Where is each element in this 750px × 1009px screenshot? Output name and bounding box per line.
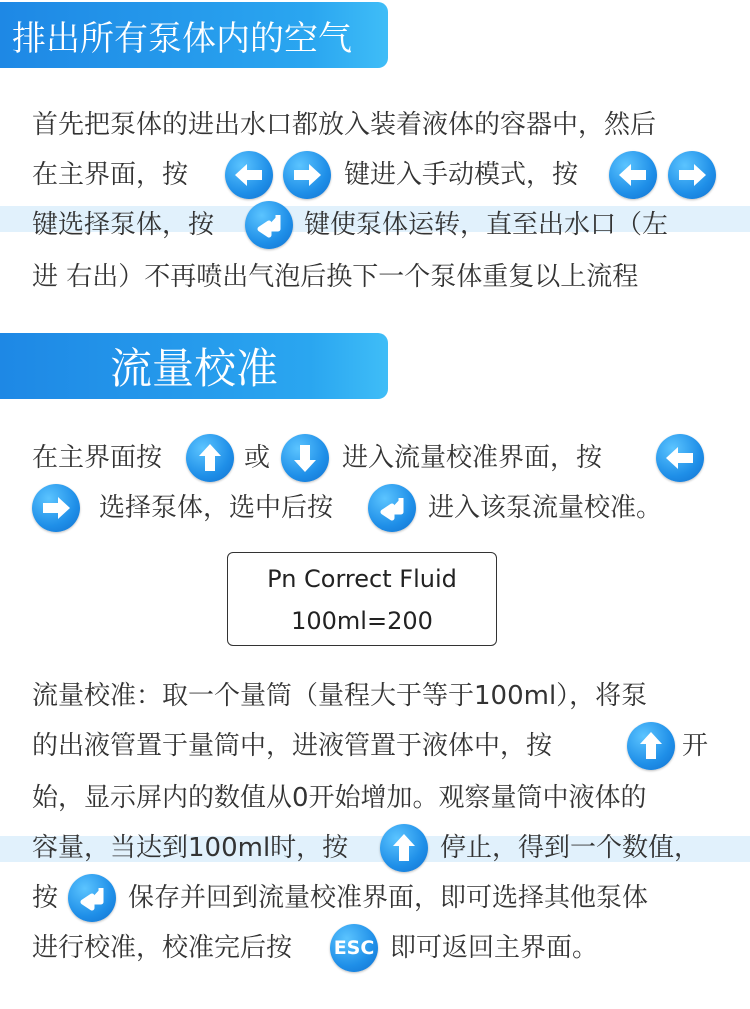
text-line: 进行校准，校准完后按 xyxy=(32,933,293,963)
enter-icon xyxy=(245,201,293,249)
text-line: 首先把泵体的进出水口都放入装着液体的容器中，然后 xyxy=(32,110,657,140)
left-arrow-icon xyxy=(225,151,273,199)
display-screen-box xyxy=(227,552,497,646)
text-line: 选择泵体，选中后按 xyxy=(99,493,334,523)
text-line: 进入流量校准界面，按 xyxy=(342,443,603,473)
display-line: Pn Correct Fluid xyxy=(267,565,457,593)
text-line: 或 xyxy=(244,443,271,473)
text-line: 的出液管置于量筒中，进液管置于液体中，按 xyxy=(32,731,553,761)
up-arrow-icon xyxy=(186,434,234,482)
enter-icon xyxy=(68,874,116,922)
down-arrow-icon xyxy=(281,434,329,482)
section-title: 流量校准 xyxy=(109,344,278,393)
text-line: 按 xyxy=(32,883,59,913)
enter-icon xyxy=(368,484,416,532)
text-line: 键选择泵体，按 xyxy=(32,210,215,240)
section-title: 排出所有泵体内的空气 xyxy=(12,18,352,59)
esc-key-icon xyxy=(330,924,378,972)
text-line: 开 xyxy=(682,731,709,761)
text-line: 保存并回到流量校准界面，即可选择其他泵体 xyxy=(128,883,649,913)
right-arrow-icon xyxy=(668,151,716,199)
text-line: 进 右出）不再喷出气泡后换下一个泵体重复以上流程 xyxy=(32,262,639,292)
right-arrow-icon xyxy=(283,151,331,199)
section-title-banner xyxy=(0,2,388,68)
text-line: 键进入手动模式，按 xyxy=(344,160,579,190)
esc-key-label: ESC xyxy=(333,937,375,959)
up-arrow-icon xyxy=(380,824,428,872)
text-line: 在主界面按 xyxy=(32,443,163,473)
text-line: 键使泵体运转，直至出水口（左 xyxy=(304,210,669,240)
text-line: 即可返回主界面。 xyxy=(390,933,599,963)
text-line: 停止，得到一个数值， xyxy=(440,833,701,863)
display-line: 100ml=200 xyxy=(291,607,433,635)
text-line: 容量，当达到100ml时，按 xyxy=(32,833,349,863)
left-arrow-icon xyxy=(609,151,657,199)
up-arrow-icon xyxy=(627,722,675,770)
left-arrow-icon xyxy=(656,434,704,482)
right-arrow-icon xyxy=(32,484,80,532)
text-line: 始，显示屏内的数值从0开始增加。观察量筒中液体的 xyxy=(32,783,647,813)
section-title-banner xyxy=(0,333,388,399)
text-line: 在主界面，按 xyxy=(32,160,189,190)
text-line: 流量校准：取一个量筒（量程大于等于100ml），将泵 xyxy=(32,681,648,711)
text-line: 进入该泵流量校准。 xyxy=(428,493,663,523)
